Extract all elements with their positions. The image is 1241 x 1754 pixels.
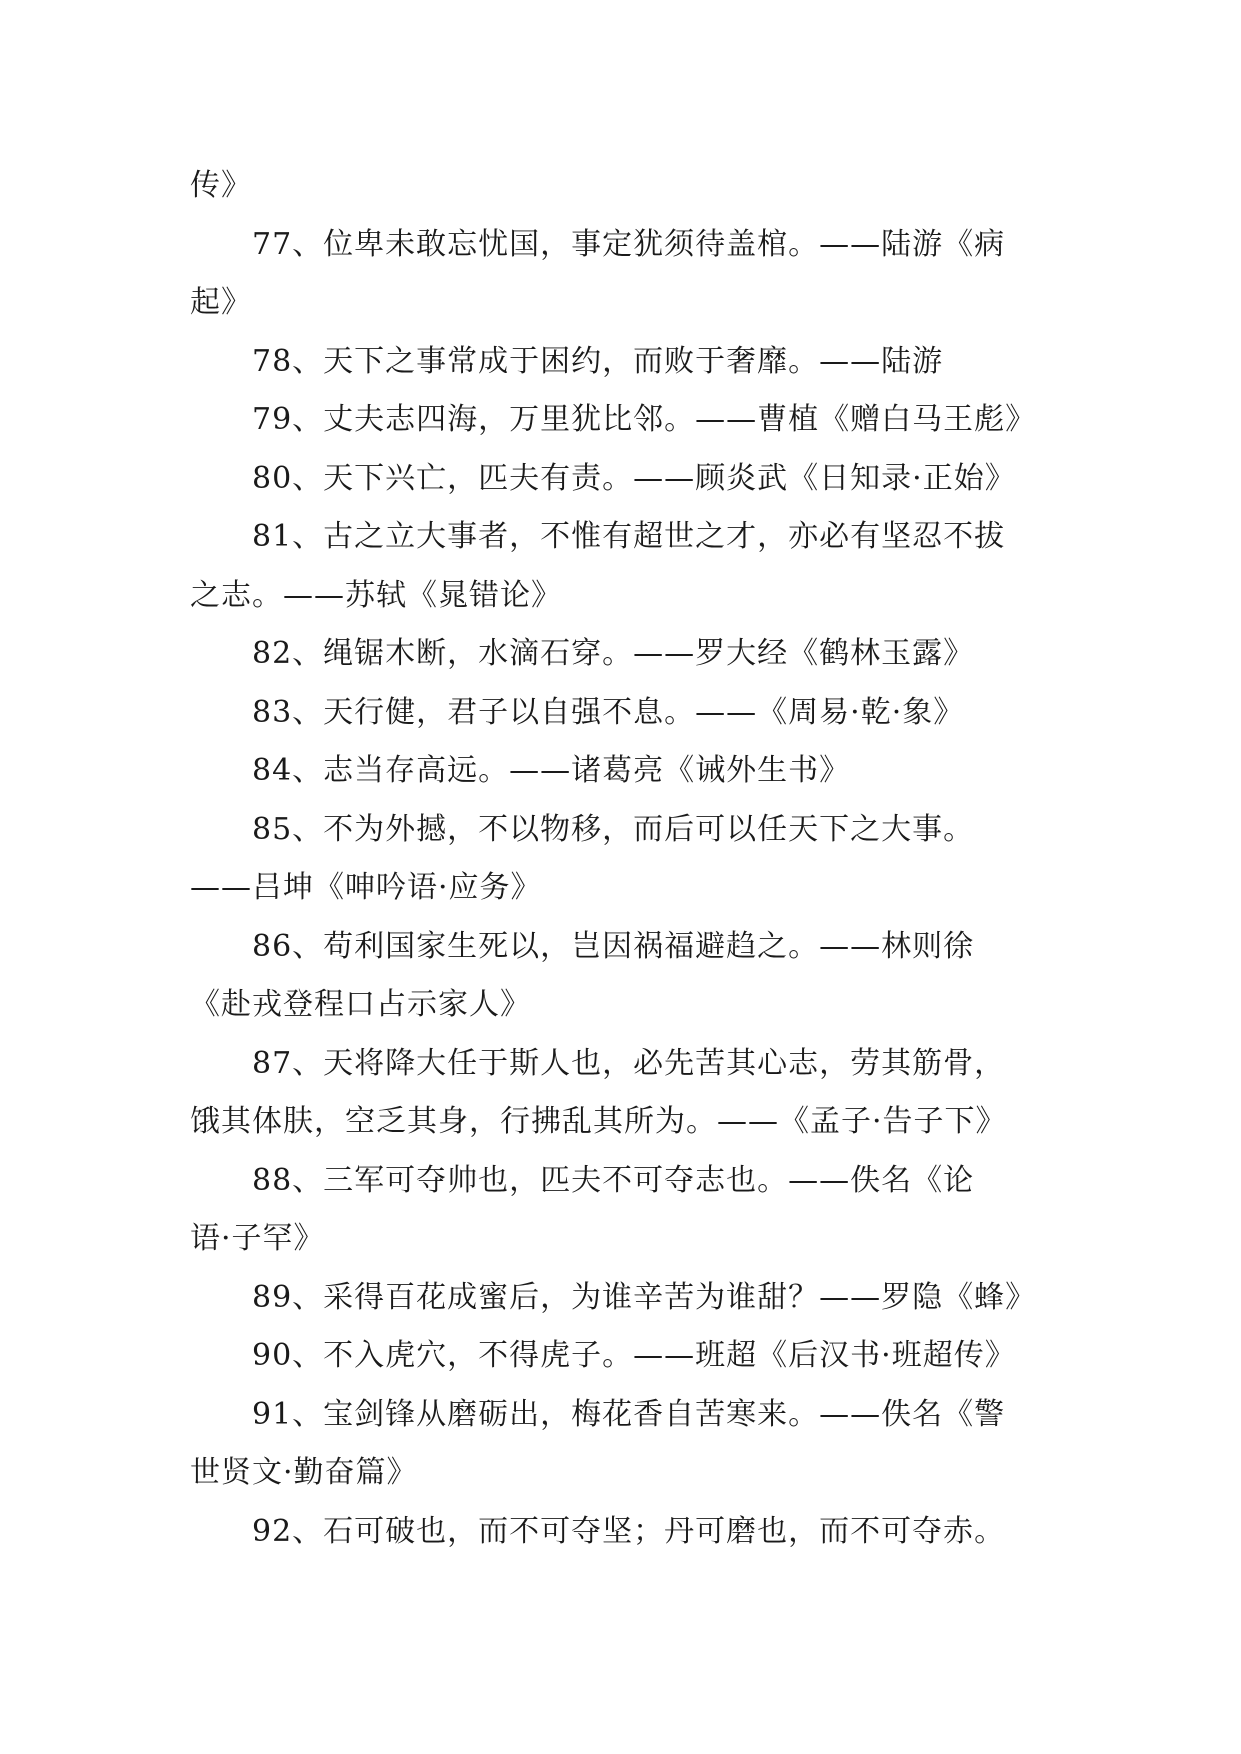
text-line: 起》 [190,285,252,320]
text-line: 语·子罕》 [190,1221,325,1256]
document-body [190,157,1070,1561]
text-line: 世贤文·勤奋篇》 [190,1455,418,1490]
text-line: 89、采得百花成蜜后，为谁辛苦为谁甜？——罗隐《蜂》 [252,1279,1037,1315]
text-line: 78、天下之事常成于困约，而败于奢靡。——陆游 [252,343,944,379]
text-line: 83、天行健，君子以自强不息。——《周易·乾·象》 [252,694,965,730]
text-line: 饿其体肤，空乏其身，行拂乱其所为。——《孟子·告子下》 [190,1104,1007,1139]
text-line: 81、古之立大事者，不惟有超世之才，亦必有坚忍不拔 [252,519,1006,554]
text-line: 84、志当存高远。——诸葛亮《诫外生书》 [252,753,851,788]
text-line: 88、三军可夺帅也，匹夫不可夺志也。——佚名《论 [252,1162,975,1198]
text-line: 85、不为外撼，不以物移，而后可以任天下之大事。 [252,811,975,847]
text-line: 80、天下兴亡，匹夫有责。——顾炎武《日知录·正始》 [252,460,1016,496]
text-line: 86、苟利国家生死以，岂因祸福避趋之。——林则徐 [252,928,975,964]
text-line: 《赴戎登程口占示家人》 [190,987,531,1022]
text-line: 77、位卑未敢忘忧国，事定犹须待盖棺。——陆游《病 [252,226,1006,262]
text-line: 79、丈夫志四海，万里犹比邻。——曹植《赠白马王彪》 [252,402,1037,437]
text-line: ——吕坤《呻吟语·应务》 [190,870,542,905]
text-line: 92、石可破也，而不可夺坚；丹可磨也，而不可夺赤。 [252,1513,1006,1549]
text-line: 传》 [190,168,252,203]
text-line: 82、绳锯木断，水滴石穿。——罗大经《鹤林玉露》 [252,636,975,671]
text-line: 之志。——苏轼《晁错论》 [190,577,562,613]
text-line: 91、宝剑锋从磨砺出，梅花香自苦寒来。——佚名《警 [252,1396,1006,1432]
text-line: 90、不入虎穴，不得虎子。——班超《后汉书·班超传》 [252,1338,1016,1373]
text-line: 87、天将降大任于斯人也，必先苦其心志，劳其筋骨， [252,1045,1006,1081]
